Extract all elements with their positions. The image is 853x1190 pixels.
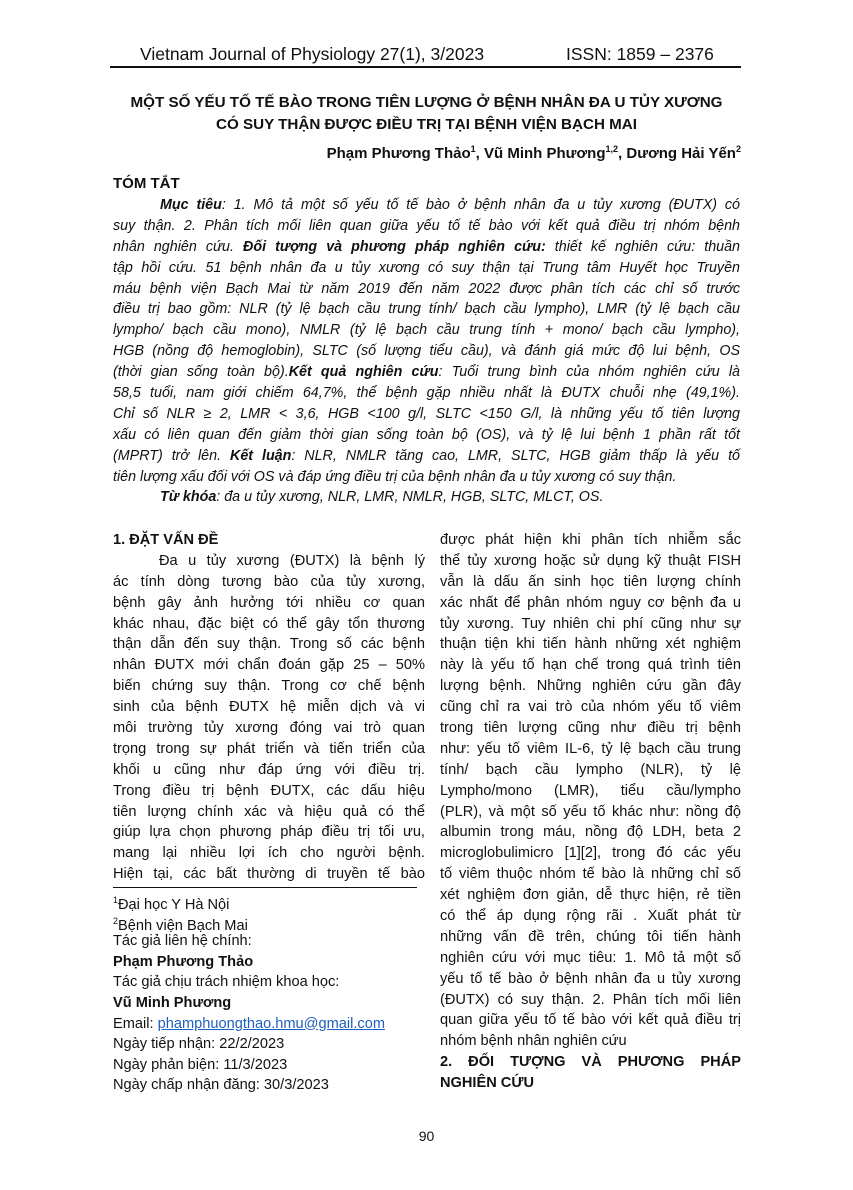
text-line: [113, 258, 740, 279]
text-segment: suy thận. 2. Phân tích mối liên quan giữa yếu tố tế bào với kết quả điều trị nhóm bệnh: [113, 217, 740, 234]
article-title-line-2: CÓ SUY THẬN ĐƯỢC ĐIỀU TRỊ TẠI BỆNH VIỆN BẠCH MAI: [215, 116, 637, 133]
text-line: [113, 593, 425, 614]
email-line: [113, 1014, 385, 1035]
text-segment: thuận tiện khi tiến hành những xét nghiệm: [440, 636, 741, 653]
affiliation-text: Bệnh viện Bạch Mai: [118, 917, 248, 934]
email-link[interactable]: phamphuongthao.hmu@gmail.com: [157, 1015, 385, 1032]
scientific-responsible-label: Tác giả chịu trách nhiệm khoa học:: [113, 974, 340, 991]
body-column-left: [113, 530, 425, 885]
text-line: [440, 969, 741, 990]
text-segment: như: yếu tố viêm IL-6, tỷ lệ bạch cầu trung: [440, 740, 741, 757]
text-line: [440, 802, 741, 823]
text-line: [440, 739, 741, 760]
bold-text: Đối tượng và phương pháp nghiên cứu:: [243, 238, 546, 255]
text-line: [113, 383, 740, 404]
text-segment: ác tính dòng tương bào của tủy xương,: [113, 573, 425, 590]
text-line: [113, 279, 740, 300]
abstract-heading: TÓM TẮT: [113, 175, 180, 192]
text-line: [113, 697, 425, 718]
text-segment: giúp lựa chọn phương pháp điều trị tối ưu,: [113, 824, 425, 841]
text-line: [113, 237, 740, 258]
text-line: [440, 1052, 741, 1073]
text-segment: Đa u tủy xương (ĐUTX) là bệnh lý: [159, 552, 425, 569]
contact-name: Phạm Phương Thảo: [113, 953, 254, 970]
text-line: [113, 843, 425, 864]
page-number: 90: [418, 1128, 435, 1144]
text-segment: tập hồi cứu. 51 bệnh nhân đa u tủy xương có suy thận tại Trung tâm Huyết học Truyền: [113, 259, 740, 276]
text-line: [440, 864, 741, 885]
text-line: [440, 593, 741, 614]
text-segment: nhân nghiên cứu.: [113, 238, 244, 255]
text-segment: tố viêm thuộc nhóm tế bào là những chỉ số: [440, 866, 741, 883]
text-line: [113, 822, 425, 843]
bold-text: Kết quả nghiên cứu: [288, 364, 439, 381]
text-line: [440, 551, 741, 572]
text-segment: trong tiên lượng cũng như điều trị bệnh: [440, 720, 741, 737]
text-segment: điều trị bao gồm: NLR (tỷ lệ bạch cầu trung tính/ bạch cầu lympho), LMR (tỷ lệ bạch cầu: [113, 301, 740, 318]
text-line: [113, 362, 740, 383]
footnote-divider: [113, 887, 417, 888]
text-segment: Chỉ số NLR ≥ 2, LMR < 3,6, HGB <100 g/l, SLTC <150 G/l, là những yếu tố tiên lượng: [113, 405, 740, 422]
text-line: [113, 320, 740, 341]
bold-text: 2. ĐỐI TƯỢNG VÀ PHƯƠNG PHÁP: [440, 1054, 741, 1071]
text-line: [440, 634, 741, 655]
text-segment: bệnh gây ảnh hưởng tới nhiều cơ quan: [113, 594, 425, 611]
text-segment: biến chứng suy thận. Trong cơ chế bệnh: [113, 678, 425, 695]
bold-text: Từ khóa: [160, 489, 217, 506]
abstract: [113, 195, 740, 508]
affiliation-1: [113, 890, 385, 911]
article-title-line-1: MỘT SỐ YẾU TỐ TẾ BÀO TRONG TIÊN LƯỢNG Ở BỆNH NHÂN ĐA U TỦY XƯƠNG: [130, 94, 723, 111]
text-line: [113, 299, 740, 320]
affiliation-text: Đại học Y Hà Nội: [118, 896, 230, 913]
text-segment: cũng chỉ ra vai trò của nhóm yếu tố viêm: [440, 699, 741, 716]
text-line: [113, 572, 425, 593]
text-line: [113, 467, 740, 488]
text-segment: xét nghiệm đơn giản, dễ thực hiện, rẻ tiền: [440, 887, 741, 904]
text-line: [113, 487, 740, 508]
text-segment: Hiện tại, các bất thường di truyền tế bào: [113, 866, 425, 883]
text-segment: sinh của bệnh ĐUTX hệ miễn dịch và vi: [113, 699, 425, 716]
text-segment: (ĐUTX) có suy thận. 2. Phân tích mối liên: [440, 991, 741, 1008]
author-list: [327, 144, 741, 162]
text-segment: Trong điều trị bệnh ĐUTX, các dấu hiệu: [113, 782, 425, 799]
text-segment: tiên lượng xấu đối với OS và đáp ứng điều trị của bệnh nhân đa u tủy xương có suy thận.: [113, 468, 677, 485]
bold-text: NGHIÊN CỨU: [440, 1075, 534, 1092]
footnotes: [113, 890, 385, 1096]
author-affiliation: 2: [735, 144, 741, 154]
text-line: [113, 676, 425, 697]
text-segment: thể tủy xương hoặc sử dụng kỹ thuật FISH: [440, 552, 741, 569]
text-segment: thiết kế nghiên cứu: thuần: [545, 238, 740, 255]
text-line: [113, 634, 425, 655]
text-segment: : Tuổi trung bình của nhóm nghiên cứu là: [438, 364, 741, 381]
text-line: [113, 551, 425, 572]
text-line: [440, 990, 741, 1011]
text-segment: này là yếu tố hạn chế trong quá trình tiên: [440, 657, 741, 674]
scientific-responsible-name: Vũ Minh Phương: [113, 994, 232, 1011]
text-segment: nhân ĐUTX mới chẩn đoán gặp 25 – 50%: [113, 657, 425, 674]
bold-text: Kết luận: [230, 447, 292, 464]
text-line: [113, 655, 425, 676]
text-segment: có thể áp dụng rộng rãi . Xuất phát từ: [440, 908, 741, 925]
text-segment: microglobulimicro [1][2], trong đó các yếu: [440, 845, 741, 862]
review-date: Ngày phản biện: 11/3/2023: [113, 1056, 288, 1073]
contact-label: Tác giả liên hệ chính:: [113, 933, 252, 950]
text-segment: nhóm bệnh nhân nghiên cứu: [440, 1033, 627, 1050]
body-column-right: [440, 530, 741, 1094]
text-segment: : đa u tủy xương, NLR, LMR, NMLR, HGB, SLTC, MLCT, OS.: [216, 489, 604, 506]
text-segment: thận dẫn đến suy thận. Trong số các bệnh: [113, 636, 425, 653]
text-segment: tủy xương. Tuy nhiên chi phí cũng như sự: [440, 615, 741, 632]
text-segment: : NLR, NMLR tăng cao, LMR, SLTC, HGB giảm thấp là yếu tố: [291, 447, 740, 464]
text-segment: xác nhất để phân nhóm nguy cơ bệnh đa u: [440, 594, 741, 611]
text-line: [440, 1031, 741, 1052]
text-segment: : 1. Mô tả một số yếu tố tế bào ở bệnh nhân đa u tủy xương (ĐUTX) có: [221, 197, 741, 213]
text-line: [113, 216, 740, 237]
author-affiliation: 1: [470, 144, 476, 154]
text-line: [440, 676, 741, 697]
accepted-date: Ngày chấp nhận đăng: 30/3/2023: [113, 1077, 329, 1094]
text-segment: khác nhau, đặc biệt có thể gây tổn thương: [113, 615, 425, 632]
text-line: [113, 614, 425, 635]
text-line: [113, 404, 740, 425]
text-line: [440, 655, 741, 676]
text-segment: được phát hiện khi phân tích nhiễm sắc: [440, 532, 741, 548]
text-line: [113, 530, 425, 551]
text-segment: tiên lượng chính xác và hiệu quả có thể: [113, 803, 425, 820]
author-name: Vũ Minh Phương: [484, 145, 606, 162]
text-line: [440, 530, 741, 551]
author-name: Dương Hải Yến: [626, 145, 736, 162]
text-segment: albumin trong máu, nồng độ LDH, beta 2: [440, 824, 741, 841]
text-segment: tính/ bạch cầu lympho (NLR), tỷ lệ: [440, 761, 741, 778]
affiliation-number: 2: [113, 915, 119, 926]
text-segment: khối u cũng như đáp ứng với điều trị.: [113, 761, 425, 778]
text-segment: yếu tố tế bào ở bệnh nhân đa u tủy xương: [440, 970, 741, 987]
author-affiliation: 1,2: [605, 144, 619, 154]
text-segment: (thời gian sống toàn bộ).: [113, 364, 289, 381]
text-line: [113, 195, 740, 216]
text-line: [113, 446, 740, 467]
email-label: Email:: [113, 1015, 158, 1032]
text-line: [113, 864, 425, 885]
received-date: Ngày tiếp nhận: 22/2/2023: [113, 1036, 285, 1053]
text-segment: (MPRT) trở lên.: [113, 447, 230, 464]
text-segment: máu bệnh viện Bạch Mai từ năm 2019 đến năm 2022 được phân tích các chỉ số trước: [113, 280, 740, 297]
text-line: [113, 739, 425, 760]
text-line: [440, 572, 741, 593]
text-line: [113, 802, 425, 823]
author-name: Phạm Phương Thảo: [326, 145, 471, 162]
text-segment: vẫn là dấu ấn sinh học tiên lượng chính: [440, 573, 741, 590]
issn: ISSN: 1859 – 2376: [566, 44, 714, 64]
text-line: [440, 614, 741, 635]
text-segment: (PLR), và một số yếu tố khác như: nồng độ: [440, 803, 741, 820]
affiliation-2: [113, 911, 385, 932]
bold-text: Mục tiêu: [160, 197, 222, 213]
text-segment: môi trường tủy xương đóng vai trò quan: [113, 720, 425, 737]
text-line: [440, 822, 741, 843]
text-line: [113, 341, 740, 362]
author-separator: ,: [475, 145, 484, 162]
text-segment: Lympho/mono (LMR), tiểu cầu/lympho: [440, 782, 741, 799]
text-line: [113, 781, 425, 802]
text-segment: xấu có liên quan đến giảm thời gian sống toàn bộ (OS), và tỷ lệ lui bệnh 1 phần rất tốt: [113, 426, 740, 443]
text-line: [440, 1010, 741, 1031]
text-line: [113, 425, 740, 446]
text-segment: quan giữa yếu tố tế bào với kết quả điều trị: [440, 1012, 741, 1029]
text-line: [440, 697, 741, 718]
journal-name: Vietnam Journal of Physiology 27(1), 3/2023: [140, 44, 485, 64]
text-segment: mang lại nhiều lợi ích cho người bệnh.: [113, 845, 425, 862]
text-segment: những vấn đề trên, chúng tôi tiến hành: [440, 928, 741, 945]
text-segment: HGB (nồng độ hemoglobin), SLTC (số lượng tiểu cầu), và đánh giá mức độ lui bệnh, OS: [113, 343, 740, 360]
text-segment: nghiên cứu với mục tiêu: 1. Mô tả một số: [440, 949, 741, 966]
bold-text: 1. ĐẶT VẤN ĐỀ: [113, 532, 219, 548]
text-line: [440, 781, 741, 802]
author-separator: ,: [618, 145, 627, 162]
text-line: [440, 760, 741, 781]
text-line: [113, 718, 425, 739]
text-line: [440, 1073, 741, 1094]
text-line: [440, 927, 741, 948]
text-line: [440, 718, 741, 739]
text-line: [440, 885, 741, 906]
text-line: [440, 906, 741, 927]
text-line: [113, 760, 425, 781]
text-line: [440, 948, 741, 969]
text-segment: 58,5 tuổi, nam giới chiếm 64,7%, thể bệnh gặp nhiều nhất là ĐUTX chuỗi nhẹ (49,1%).: [113, 385, 740, 402]
text-segment: lượng bệnh. Những nghiên cứu gần đây: [440, 678, 741, 695]
header-divider: [110, 66, 741, 68]
text-segment: trọng trong sự phát triển và tiến triển của: [113, 740, 425, 757]
text-segment: lympho/ bạch cầu mono), NMLR (tỷ lệ bạch cầu trung tính + mono/ bạch cầu lympho),: [113, 322, 740, 339]
affiliation-number: 1: [113, 895, 119, 905]
text-line: [440, 843, 741, 864]
